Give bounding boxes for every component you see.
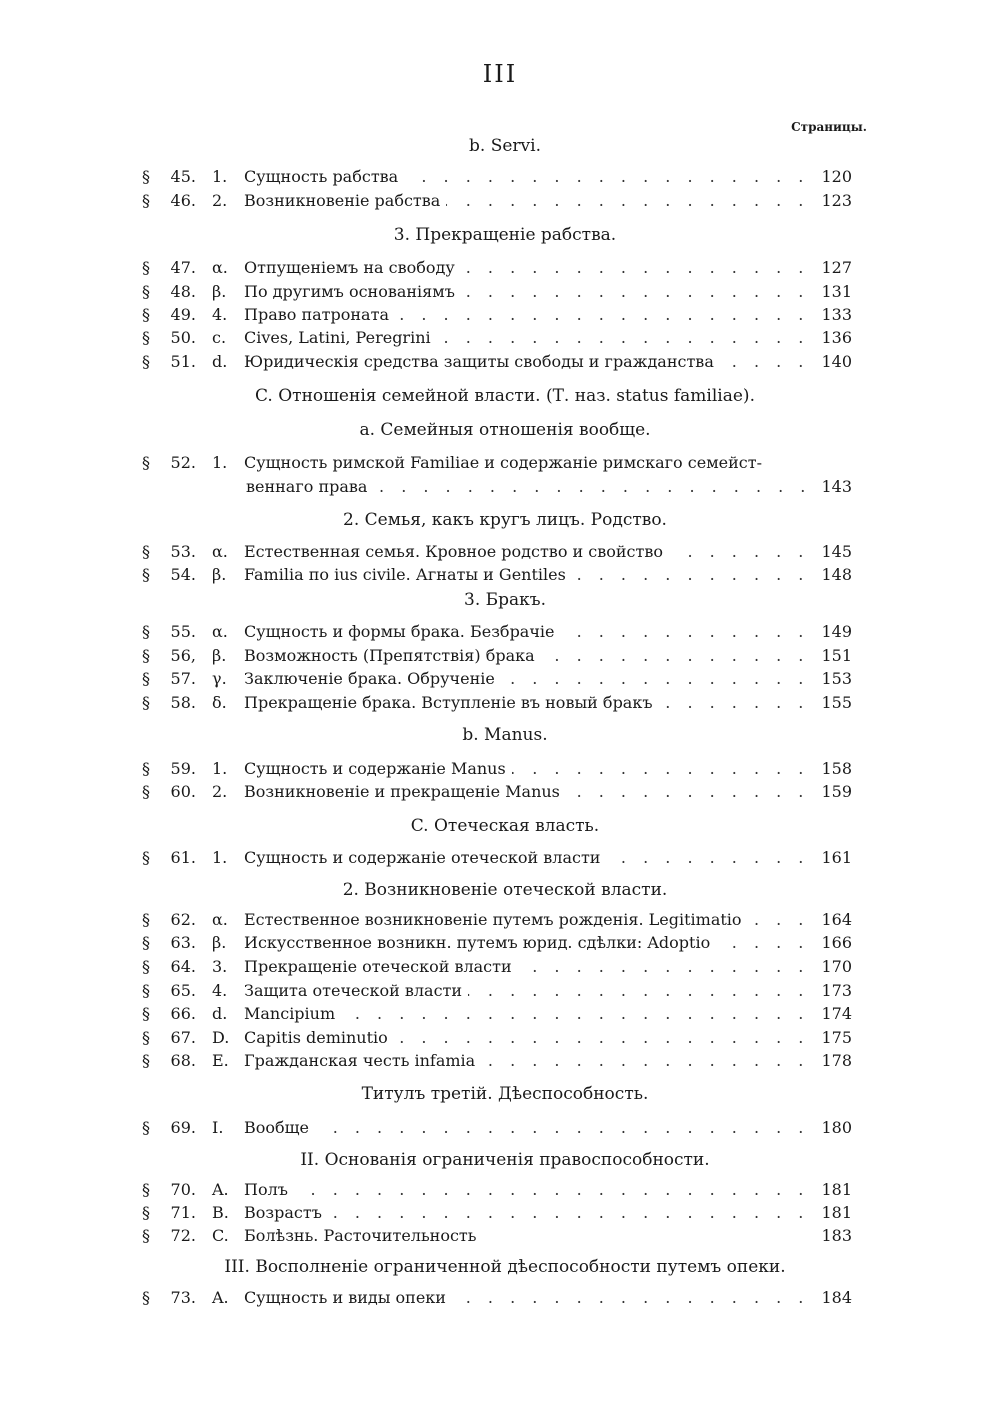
entry-title-wrap xyxy=(244,1004,802,1026)
section-heading: C. Отеческая власть. xyxy=(410,816,600,836)
section-sign: § xyxy=(142,282,150,301)
entry-title-wrap xyxy=(244,542,802,564)
entry-title: Возрастъ xyxy=(244,1203,328,1222)
page-ref: 149 xyxy=(821,622,852,641)
section-heading: Титулъ третій. Дѣеспособность. xyxy=(361,1084,649,1104)
entry-title: Юридическія средства защиты свободы и гражданства xyxy=(244,352,720,371)
section-number: 56, xyxy=(170,646,196,665)
section-sign: § xyxy=(142,1288,150,1307)
entry-letter: 1. xyxy=(212,453,228,472)
page-ref: 127 xyxy=(821,258,852,277)
entry-title: Гражданская честь infamia xyxy=(244,1051,481,1070)
entry-letter: 2. xyxy=(212,191,228,210)
section-sign: § xyxy=(142,646,150,665)
page-ref: 184 xyxy=(821,1288,852,1307)
toc-entry xyxy=(0,305,1000,327)
entry-letter: B. xyxy=(212,1203,229,1222)
page-ref: 175 xyxy=(821,1028,852,1047)
entry-letter: c. xyxy=(212,328,227,347)
section-sign: § xyxy=(142,782,150,801)
section-sign: § xyxy=(142,957,150,976)
entry-letter: α. xyxy=(212,622,228,641)
entry-title-wrap xyxy=(244,305,802,327)
section-number: 46. xyxy=(170,191,196,210)
section-heading: b. Manus. xyxy=(462,725,548,745)
entry-letter: 4. xyxy=(212,981,228,1000)
entry-letter: δ. xyxy=(212,693,227,712)
section-number: 58. xyxy=(170,693,196,712)
toc-entry xyxy=(0,328,1000,350)
section-number: 55. xyxy=(170,622,196,641)
entry-title-wrap xyxy=(244,669,802,691)
section-sign: § xyxy=(142,305,150,324)
toc-entry xyxy=(0,782,1000,804)
entry-title-wrap xyxy=(244,1180,802,1202)
section-number: 65. xyxy=(170,981,196,1000)
entry-letter: β. xyxy=(212,933,227,952)
toc-entry xyxy=(0,1004,1000,1026)
section-sign: § xyxy=(142,1203,150,1222)
entry-letter: C. xyxy=(212,1226,229,1245)
page-ref: 173 xyxy=(821,981,852,1000)
entry-letter: 1. xyxy=(212,848,228,867)
toc-entry xyxy=(0,693,1000,715)
section-sign: § xyxy=(142,1226,150,1245)
entry-title-wrap xyxy=(244,352,802,374)
section-sign: § xyxy=(142,258,150,277)
page-ref: 174 xyxy=(821,1004,852,1023)
entry-title-wrap xyxy=(244,933,802,955)
entry-letter: 4. xyxy=(212,305,228,324)
section-heading: a. Семейныя отношенія вообще. xyxy=(359,420,651,440)
entry-letter: 1. xyxy=(212,759,228,778)
entry-letter: 3. xyxy=(212,957,228,976)
page-ref: 153 xyxy=(821,669,852,688)
entry-letter: α. xyxy=(212,542,228,561)
entry-title: Болѣзнь. Расточительность xyxy=(244,1226,482,1245)
entry-title: Отпущеніемъ на свободу xyxy=(244,258,461,277)
page-ref: 131 xyxy=(821,282,852,301)
section-heading: 3. Прекращеніе рабства. xyxy=(393,225,617,245)
toc-entry xyxy=(0,542,1000,564)
toc-entry xyxy=(0,352,1000,374)
section-number: 61. xyxy=(170,848,196,867)
entry-letter: 1. xyxy=(212,167,228,186)
entry-title: Сущность рабства xyxy=(244,167,404,186)
entry-title-wrap xyxy=(244,191,802,213)
section-number: 63. xyxy=(170,933,196,952)
entry-title-wrap xyxy=(244,848,802,870)
section-number: 64. xyxy=(170,957,196,976)
toc-entry xyxy=(0,646,1000,668)
section-sign: § xyxy=(142,669,150,688)
toc-entry xyxy=(0,1203,1000,1225)
section-sign: § xyxy=(142,622,150,641)
page-ref: 155 xyxy=(821,693,852,712)
page-ref: 148 xyxy=(821,565,852,584)
section-sign: § xyxy=(142,542,150,561)
toc-entry-continuation xyxy=(0,477,1000,499)
entry-title: Возникновеніе рабства xyxy=(244,191,446,210)
entry-title-wrap xyxy=(244,1226,802,1248)
page-ref: 136 xyxy=(821,328,852,347)
entry-title: Защита отеческой власти xyxy=(244,981,468,1000)
entry-title: Сущность и формы брака. Безбрачіе xyxy=(244,622,561,641)
entry-title-wrap xyxy=(244,258,802,280)
section-number: 52. xyxy=(170,453,196,472)
toc-entry xyxy=(0,759,1000,781)
entry-letter: α. xyxy=(212,258,228,277)
entry-title-wrap xyxy=(244,1288,802,1310)
entry-title-wrap xyxy=(244,646,802,668)
toc-entry xyxy=(0,258,1000,280)
section-number: 69. xyxy=(170,1118,196,1137)
section-sign: § xyxy=(142,167,150,186)
section-sign: § xyxy=(142,1180,150,1199)
section-sign: § xyxy=(142,848,150,867)
section-sign: § xyxy=(142,453,150,472)
entry-title: Сущность и содержаніе Manus xyxy=(244,759,512,778)
entry-letter: β. xyxy=(212,565,227,584)
page-number: III xyxy=(482,60,518,88)
page-ref: 183 xyxy=(821,1226,852,1245)
section-number: 51. xyxy=(170,352,196,371)
page-ref: 170 xyxy=(821,957,852,976)
section-heading: 2. Семья, какъ кругъ лицъ. Родство. xyxy=(343,510,667,530)
entry-title: Право патроната xyxy=(244,305,395,324)
entry-title-wrap xyxy=(244,1118,802,1140)
entry-letter: d. xyxy=(212,1004,228,1023)
page-ref: 178 xyxy=(821,1051,852,1070)
entry-title-wrap xyxy=(244,622,802,644)
entry-title-wrap xyxy=(244,759,802,781)
section-sign: § xyxy=(142,191,150,210)
section-number: 73. xyxy=(170,1288,196,1307)
page-ref: 181 xyxy=(821,1203,852,1222)
section-sign: § xyxy=(142,981,150,1000)
page-ref: 143 xyxy=(821,477,852,496)
entry-title: Прекращеніе отеческой власти xyxy=(244,957,518,976)
toc-entry xyxy=(0,565,1000,587)
entry-title-wrap xyxy=(246,477,804,499)
entry-title: Возможность (Препятствія) брака xyxy=(244,646,541,665)
page-ref: 133 xyxy=(821,305,852,324)
entry-title: Естественное возникновеніе путемъ рожденія. Legitimatio xyxy=(244,910,748,929)
toc-entry xyxy=(0,1180,1000,1202)
section-number: 67. xyxy=(170,1028,196,1047)
toc-entry xyxy=(0,957,1000,979)
section-number: 53. xyxy=(170,542,196,561)
entry-title-wrap xyxy=(244,565,802,587)
section-sign: § xyxy=(142,352,150,371)
entry-title-wrap xyxy=(244,328,802,350)
section-sign: § xyxy=(142,759,150,778)
entry-letter: d. xyxy=(212,352,228,371)
page-ref: 159 xyxy=(821,782,852,801)
entry-title: Cives, Latini, Peregrini xyxy=(244,328,437,347)
entry-title-wrap xyxy=(244,693,802,715)
section-heading: 3. Бракъ. xyxy=(464,590,546,610)
toc-entry xyxy=(0,1118,1000,1140)
entry-title: Полъ xyxy=(244,1180,294,1199)
entry-letter: β. xyxy=(212,646,227,665)
section-heading: II. Основанія ограниченія правоспособности. xyxy=(300,1150,710,1170)
entry-letter: γ. xyxy=(212,669,227,688)
section-sign: § xyxy=(142,1118,150,1137)
page-ref: 151 xyxy=(821,646,852,665)
page-ref: 158 xyxy=(821,759,852,778)
toc-entry xyxy=(0,1226,1000,1248)
entry-title: Сущность и содержаніе отеческой власти xyxy=(244,848,606,867)
entry-letter: β. xyxy=(212,282,227,301)
toc-entry xyxy=(0,1051,1000,1073)
page-ref: 180 xyxy=(821,1118,852,1137)
entry-title-wrap xyxy=(244,981,802,1003)
page-ref: 140 xyxy=(821,352,852,371)
section-number: 70. xyxy=(170,1180,196,1199)
section-number: 68. xyxy=(170,1051,196,1070)
entry-title-wrap xyxy=(244,453,802,475)
section-number: 50. xyxy=(170,328,196,347)
section-number: 47. xyxy=(170,258,196,277)
entry-title: Mancipium xyxy=(244,1004,341,1023)
toc-entry xyxy=(0,848,1000,870)
section-heading: 2. Возникновеніе отеческой власти. xyxy=(342,880,668,900)
section-sign: § xyxy=(142,933,150,952)
section-heading: C. Отношенія семейной власти. (Т. наз. status familiae). xyxy=(255,386,755,406)
entry-title: По другимъ основаніямъ xyxy=(244,282,461,301)
page-ref: 181 xyxy=(821,1180,852,1199)
entry-title-wrap xyxy=(244,1203,802,1225)
entry-title: Заключеніе брака. Обрученіе xyxy=(244,669,501,688)
entry-letter: A. xyxy=(212,1180,229,1199)
entry-title: Естественная семья. Кровное родство и свойство xyxy=(244,542,669,561)
section-number: 59. xyxy=(170,759,196,778)
entry-letter: E. xyxy=(212,1051,229,1070)
toc-entry xyxy=(0,282,1000,304)
dot-leader xyxy=(244,1180,802,1199)
section-number: 71. xyxy=(170,1203,196,1222)
section-sign: § xyxy=(142,693,150,712)
page-ref: 166 xyxy=(821,933,852,952)
entry-title-wrap xyxy=(244,167,802,189)
toc-entry xyxy=(0,622,1000,644)
page-ref: 164 xyxy=(821,910,852,929)
section-number: 45. xyxy=(170,167,196,186)
section-number: 49. xyxy=(170,305,196,324)
dot-leader xyxy=(244,1118,802,1137)
entry-title-wrap xyxy=(244,782,802,804)
entry-title: Возникновеніе и прекращеніе Manus xyxy=(244,782,566,801)
section-number: 72. xyxy=(170,1226,196,1245)
entry-letter: D. xyxy=(212,1028,230,1047)
entry-title: Сущность римской Familiae и содержаніе римскаго семейст- xyxy=(244,453,768,472)
section-heading: b. Servi. xyxy=(469,136,541,156)
entry-title: Прекращеніе брака. Вступленіе въ новый бракъ xyxy=(244,693,659,712)
section-number: 60. xyxy=(170,782,196,801)
entry-title-wrap xyxy=(244,1028,802,1050)
section-sign: § xyxy=(142,1028,150,1047)
entry-title-continuation: веннаго права xyxy=(246,477,373,496)
page-ref: 123 xyxy=(821,191,852,210)
toc-entry xyxy=(0,167,1000,189)
toc-entry xyxy=(0,981,1000,1003)
page-ref: 161 xyxy=(821,848,852,867)
entry-title-wrap xyxy=(244,1051,802,1073)
entry-title-wrap xyxy=(244,282,802,304)
page-ref: 145 xyxy=(821,542,852,561)
section-sign: § xyxy=(142,910,150,929)
entry-title: Искусственное возникн. путемъ юрид. сдѣлки: Adoptio xyxy=(244,933,716,952)
entry-title-wrap xyxy=(244,910,802,932)
page-ref: 120 xyxy=(821,167,852,186)
toc-entry xyxy=(0,1028,1000,1050)
entry-title: Familia по ius civile. Агнаты и Gentiles xyxy=(244,565,572,584)
section-number: 62. xyxy=(170,910,196,929)
entry-title-wrap xyxy=(244,957,802,979)
entry-letter: I. xyxy=(212,1118,224,1137)
toc-entry xyxy=(0,191,1000,213)
toc-entry xyxy=(0,669,1000,691)
section-sign: § xyxy=(142,565,150,584)
entry-title: Вообще xyxy=(244,1118,315,1137)
entry-letter: α. xyxy=(212,910,228,929)
entry-letter: A. xyxy=(212,1288,229,1307)
entry-letter: 2. xyxy=(212,782,228,801)
toc-entry xyxy=(0,910,1000,932)
toc-entry xyxy=(0,453,1000,475)
toc-entry xyxy=(0,1288,1000,1310)
entry-title: Сущность и виды опеки xyxy=(244,1288,452,1307)
section-number: 66. xyxy=(170,1004,196,1023)
section-heading: III. Восполненіе ограниченной дѣеспособности путемъ опеки. xyxy=(224,1257,786,1277)
section-number: 54. xyxy=(170,565,196,584)
section-number: 57. xyxy=(170,669,196,688)
section-number: 48. xyxy=(170,282,196,301)
toc-entry xyxy=(0,933,1000,955)
section-sign: § xyxy=(142,1004,150,1023)
section-sign: § xyxy=(142,1051,150,1070)
section-sign: § xyxy=(142,328,150,347)
entry-title: Capitis deminutio xyxy=(244,1028,394,1047)
pages-column-label: Страницы. xyxy=(791,120,867,134)
